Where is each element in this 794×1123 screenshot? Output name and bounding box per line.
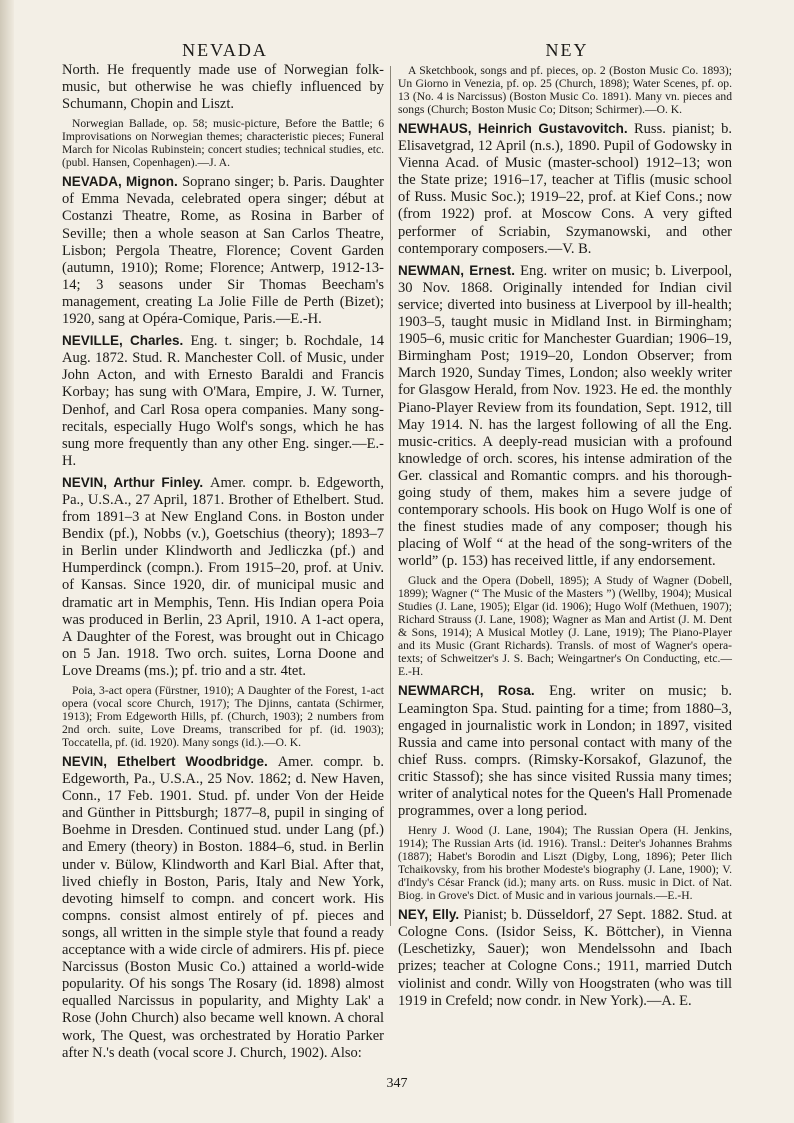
entry-newmarch-rosa (398, 682, 732, 820)
entry-newhaus-heinrich (398, 120, 732, 258)
running-head-left: NEVADA (182, 40, 268, 60)
entry-works: Henry J. Wood (J. Lane, 1904); The Russian Opera (H. Jenkins, 1914); The Russian Arts (id. 1916). Transl.: Deiter's Johannes Brahms (1887); Habet's Borodin and Liszt (Digby, Long, 1896); Peter Ilich Tchaikovsky, from his brother Modeste's biography (J. Lane, 1900); V. d'Indy's César Franck (id.); many arts. on Russ. music in Dict. of Nat. Biog. in Grove's Dict. of Music and in various journals.—E.-H. (398, 824, 732, 903)
page-number: 347 (386, 1076, 408, 1091)
entry-body: Eng. t. singer; b. Rochdale, 14 Aug. 1872. Stud. R. Manchester Coll. of Music, under John Acton, and with Ernesto Baraldi and Francis Korbay; has sung with O'Mara, Empire, J. W. Turner, Denhof, and Carl Rosa opera companies. Many song-recitals, especially Hugo Wolf's songs, which he has sung more frequently than any other Eng. singer.—E.-H. (62, 333, 384, 469)
entry-body: Eng. writer on music; b. Leamington Spa. Stud. painting for a time; from 1880–3, engaged in journalistic work in London; in 1897, visited Russia and came into personal contact with many of the chief Russ. comprs. (Rimsky-Korsakof, Glazunof, the critic Stassof); she has since visited Russia many times; writer of analytical notes for the Queen's Hall Promenade programmes, over a long period. (398, 683, 732, 820)
entry-lemma: NEWMAN, Ernest. (398, 262, 521, 278)
entry-body: Pianist; b. Düsseldorf, 27 Sept. 1882. Stud. at Cologne Cons. (Isidor Seiss, K. Böttcher), in Vienna (Leschetizky, Sauer); won Mendelssohn and Ibach prizes; teacher at Cologne Cons.; 1911, married Dutch violinist and condr. Willy von Hoogstraten (who was till 1919 in Crefeld; now condr. in New York).—A. E. (398, 907, 732, 1009)
entry-neville-charles (62, 332, 384, 470)
entry-works: Poia, 3-act opera (Fürstner, 1910); A Daughter of the Forest, 1-act opera (vocal score Church, 1917); The Djinns, cantata (Schirmer, 1913); From Edgeworth Hills, pf. (Church, 1903); 2 numbers from 2nd orch. suite, Love Dreams, transcribed for pf. (id. 1903); Toccatella, pf. (id. 1920). Many songs (id.).—O. K. (62, 684, 384, 749)
entry-lemma: NEVADA, Mignon. (62, 174, 183, 190)
entry-works: Gluck and the Opera (Dobell, 1895); A Study of Wagner (Dobell, 1899); Wagner (“ The Music of the Masters ”) (Wellby, 1904); Musical Studies (J. Lane, 1905); Elgar (id. 1906); Hugo Wolf (Methuen, 1907); Richard Strauss (J. Lane, 1908); Wagner as Man and Artist (J. M. Dent & Sons, 1914); A Musical Motley (J. Lane, 1919); The Piano-Player and its Music (Grant Richards). Transls. of most of Wagner's opera-texts; of Schweitzer's J. S. Bach; Weingartner's On Conducting, etc.—E.-H. (398, 574, 732, 679)
entry-body: Russ. pianist; b. Elisavetgrad, 12 April (n.s.), 1890. Pupil of Godowsky in Vienna Acad. of Music (master-school) 1912–13; won the State prize; 1916–17, teacher at Tiflis (music school of Russ. Music Soc.); 1919–22, prof. at Kief Cons.; now (from 1922) prof. at Moscow Cons. A very gifted performer of Scriabin, Szymanowski, and other contemporary composers.—V. B. (398, 121, 732, 257)
entry-lemma: NEWHAUS, Heinrich Gustavovitch. (398, 121, 635, 136)
entry-body: Eng. writer on music; b. Liverpool, 30 Nov. 1868. Originally intended for Indian civil service; diverted into business at Liverpool by ill-health; 1903–5, taught music in Midland Inst. in Birmingham; 1905–6, music critic for Manchester Guardian; 1906–19, Birmingham Post; 1919–20, London Observer; from March 1920, Sunday Times, London; also weekly writer for Glasgow Herald, from Nov. 1923. He ed. the monthly Piano-Player Review from its foundation, Sept. 1912, till May 1914. N. has the largest following of all the Eng. music-critics. A deeply-read musician with a profound knowledge of orch. scores, his intense admiration of the Ger. classical and Romantic comprs. and his thorough-going study of them, makes him a severe judge of contemporary schools. His book on Hugo Wolf is one of the finest studies made of any composer; though his placing of Wolf “ at the head of the song-writers of the world” (p. 153) has received little, if any endorsement. (398, 262, 732, 570)
entry-lemma: NEY, Elly. (398, 907, 464, 923)
entry-body: Soprano singer; b. Paris. Daughter of Emma Nevada, celebrated opera singer; début at Costanzi Theatre, Rome, as Rosina in Barber of Seville; then a whole season at San Carlos Theatre, Lisbon; Pergola Theatre, Florence; Covent Garden (autumn, 1910); Rome; Florence; Antwerp, 1912-13-14; 3 seasons under Sir Thomas Beecham's management, creating La Jolie Fille de Perth (Bizet); 1920, sang at Opéra-Comique, Paris.—E.-H. (62, 174, 384, 328)
entry-works: A Sketchbook, songs and pf. pieces, op. 2 (Boston Music Co. 1893); Un Giorno in Venezia, pf. op. 25 (Church, 1898); Water Scenes, pf. op. 13 (No. 4 is Narcissus) (Boston Music Co. 1891). Many vn. pieces and songs (Church; Boston Music Co; Ditson; Schirmer).—O. K. (398, 64, 732, 116)
page-binding-edge (0, 0, 14, 1123)
entry-nevada-mignon (62, 173, 384, 328)
entry-ney-elly (398, 906, 732, 1010)
left-column (62, 62, 384, 1066)
entry-newman-ernest (398, 262, 732, 571)
right-column (398, 62, 732, 1014)
entry-nevin-arthur (62, 474, 384, 680)
entry-lemma: NEVIN, Ethelbert Woodbridge. (62, 754, 278, 769)
entry-lemma: NEVIN, Arthur Finley. (62, 474, 211, 490)
column-divider (390, 66, 391, 926)
entry-nevin-ethelbert (62, 753, 384, 1062)
entry-body: Amer. compr. b. Edgeworth, Pa., U.S.A., 25 Nov. 1862; d. New Haven, Conn., 17 Feb. 1901. Stud. pf. under Von der Heide and Günther in Pittsburgh; 1877–8, pupil in singing of Boehme in Dresden. Continued stud. under Lang (pf.) and Emery (theory) in Boston. 1884–6, stud. in Berlin under v. Bülow, Klindworth and Karl Bial. After that, lived chiefly in Boston, Paris, Italy and New York, devoting himself to compn. and concert work. His compns. consist almost entirely of pf. pieces and songs, all written in the simple style that found a ready acceptance with a wide circle of admirers. His pf. piece Narcissus (Boston Music Co.) attained a world-wide popularity. Of his songs The Rosary (id. 1898) almost equalled Narcissus in popularity, and Mighty Lak' a Rose (John Church) also became well known. A choral work, The Quest, was orchestrated by Horatio Parker after N.'s death (vocal score J. Church, 1902). Also: (62, 754, 384, 1061)
entry-lemma: NEVILLE, Charles. (62, 333, 191, 349)
entry-body: Amer. compr. b. Edgeworth, Pa., U.S.A., 27 April, 1871. Brother of Ethelbert. Stud. from 1891–3 at New England Cons. in Boston under Bendix (pf.), Nobbs (v.), Goetschius (theory); 1893–7 in Berlin under Klindworth and Jedliczka (pf.) and Humperdinck (compn.). From 1915–20, prof. at Univ. of Kansas. Since 1920, dir. of municipal music and dramatic art in Memphis, Tenn. His Indian opera Poia was produced in Berlin, 23 April, 1910. A 1-act opera, A Daughter of the Forest, was brought out in Chicago on 5 Jan. 1918. Two orch. suites, Lorna Doone and Love Dreams (ms.); pf. trio and a str. 4tet. (62, 474, 384, 679)
entry-body: North. He frequently made use of Norwegian folk-music, but otherwise he was chiefly influenced by Schumann, Chopin and Liszt. (62, 62, 384, 113)
entry-grieg-continued (62, 62, 384, 113)
running-head-right: NEY (545, 40, 589, 60)
entry-lemma: NEWMARCH, Rosa. (398, 683, 550, 699)
entry-works: Norwegian Ballade, op. 58; music-picture, Before the Battle; 6 Improvisations on Norwegian themes; characteristic pieces; Funeral March for Nicolas Rubinstein; concert studies; technical studies, etc. (publ. Hansen, Copenhagen).—J. A. (62, 117, 384, 170)
